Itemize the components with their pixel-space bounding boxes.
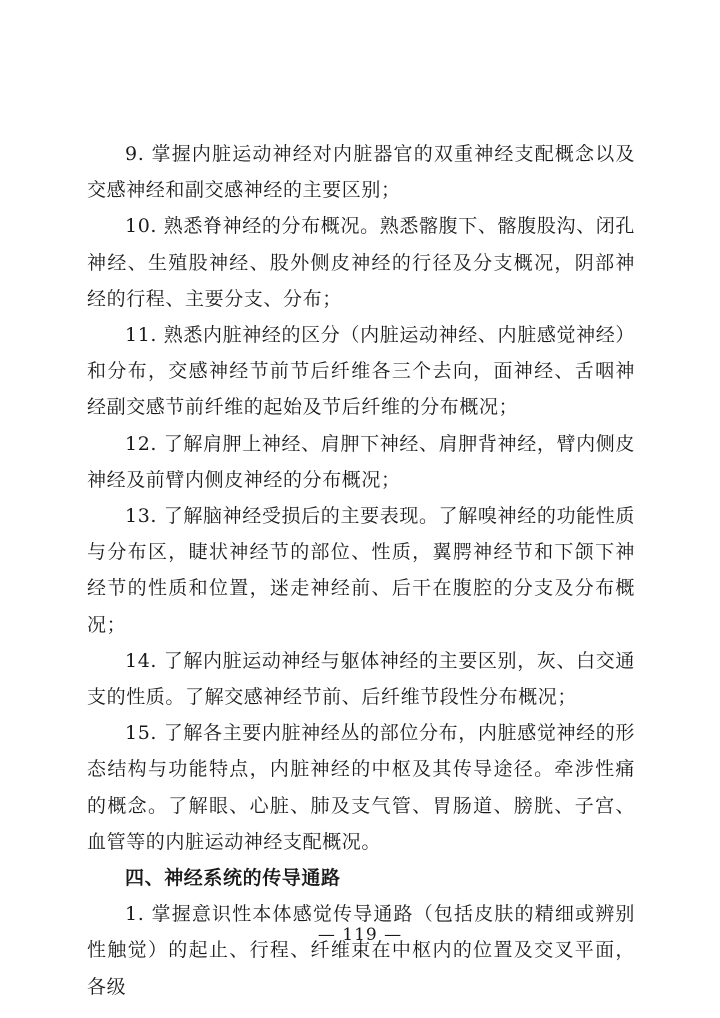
- paragraph-item-12: 12. 了解肩胛上神经、肩胛下神经、肩胛背神经，臂内侧皮神经及前臂内侧皮神经的分布概况；: [87, 432, 635, 491]
- paragraph-item-11: 11. 熟悉内脏神经的区分（内脏运动神经、内脏感觉神经）和分布，交感神经节前节后纤维各三个去向，面神经、舌咽神经副交感节前纤维的起始及节后纤维的分布概况；: [87, 324, 635, 419]
- page-number: — 119 —: [317, 925, 403, 945]
- section-heading: 四、神经系统的传导通路: [125, 867, 341, 890]
- document-body: [87, 136, 635, 1005]
- paragraph-item-13: 13. 了解脑神经受损后的主要表现。了解嗅神经的功能性质与分布区，睫状神经节的部位、性质，翼腭神经节和下颌下神经节的性质和位置，迷走神经前、后干在腹腔的分支及分布概况；: [87, 505, 635, 636]
- paragraph-item-9: 9. 掌握内脏运动神经对内脏器官的双重神经支配概念以及交感神经和副交感神经的主要区别；: [87, 143, 635, 202]
- paragraph-item-15: 15. 了解各主要内脏神经丛的部位分布，内脏感觉神经的形态结构与功能特点，内脏神经的中枢及其传导途径。牵涉性痛的概念。了解眼、心脏、肺及支气管、胃肠道、膀胱、子宫、血管等的内脏运动神经支配概况。: [87, 722, 635, 853]
- paragraph-item-1: 1. 掌握意识性本体感觉传导通路（包括皮肤的精细或辨别性触觉）的起止、行程、纤维束在中枢内的位置及交叉平面，各级: [87, 903, 635, 998]
- paragraph-item-10: 10. 熟悉脊神经的分布概况。熟悉髂腹下、髂腹股沟、闭孔神经、生殖股神经、股外侧皮神经的行径及分支概况，阴部神经的行程、主要分支、分布；: [87, 215, 635, 310]
- paragraph-item-14: 14. 了解内脏运动神经与躯体神经的主要区别，灰、白交通支的性质。了解交感神经节前、后纤维节段性分布概况；: [87, 649, 635, 709]
